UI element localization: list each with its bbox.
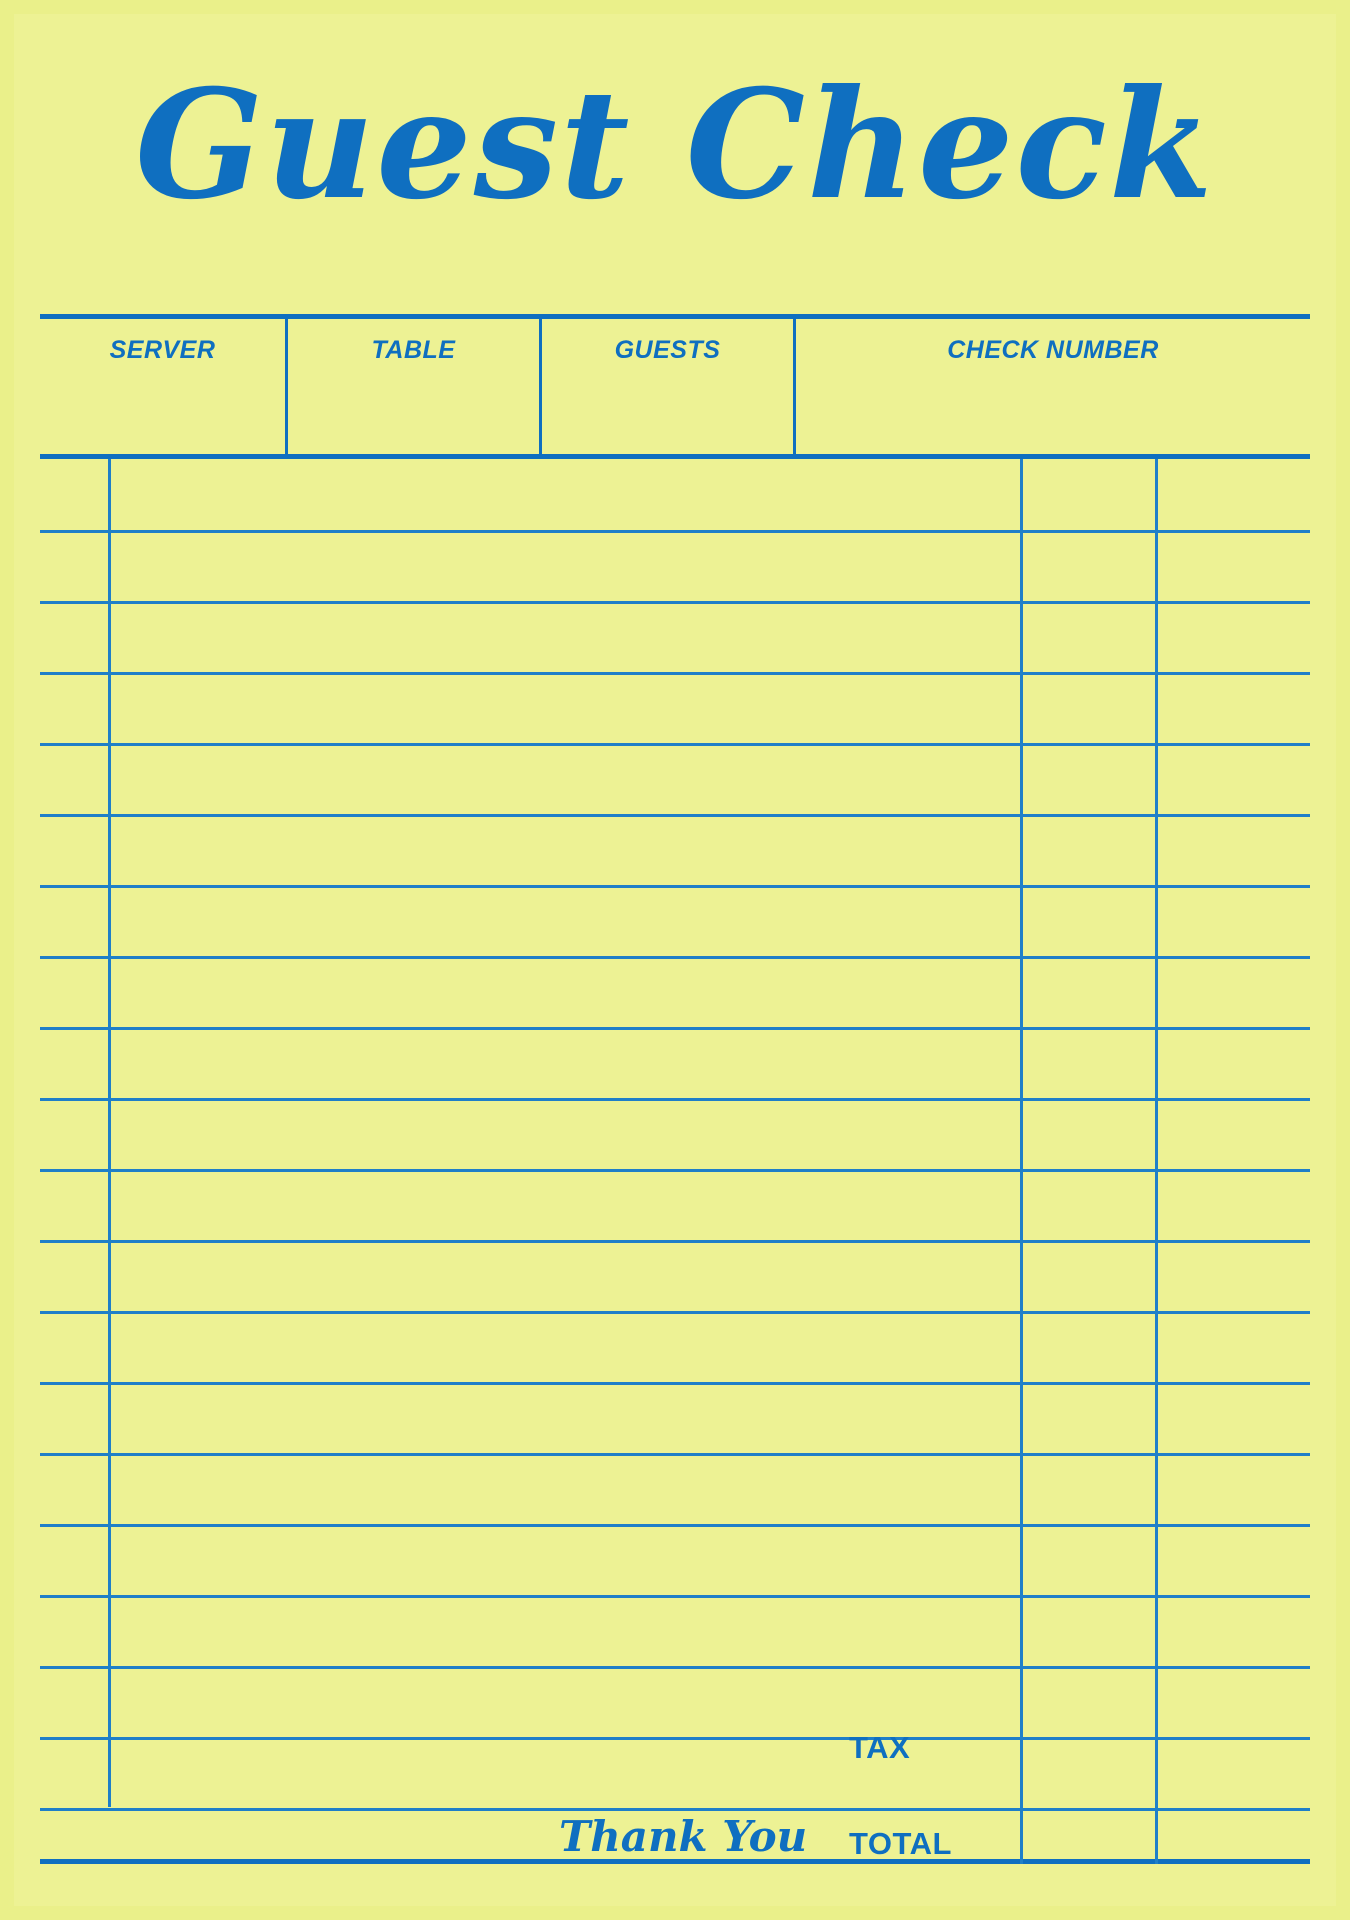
- page-title: Guest Check: [135, 57, 1215, 233]
- tax-row-divider: [40, 1808, 1310, 1811]
- item-row-divider: [40, 1098, 1310, 1101]
- item-row-divider: [40, 1666, 1310, 1669]
- tax-label: TAX: [849, 1730, 911, 1765]
- column-rule-cents: [1155, 459, 1158, 1864]
- item-row-divider: [40, 956, 1310, 959]
- item-row-divider: [40, 530, 1310, 533]
- header-field-guests[interactable]: [542, 319, 796, 454]
- item-row-divider: [40, 1240, 1310, 1243]
- item-row-divider: [40, 1453, 1310, 1456]
- thank-you-note: Thank You: [559, 1812, 808, 1861]
- item-row-divider: [40, 814, 1310, 817]
- item-row-divider: [40, 1595, 1310, 1598]
- item-row-divider: [40, 743, 1310, 746]
- header-label-check-number: CHECK NUMBER: [947, 336, 1159, 364]
- header-label-table: TABLE: [371, 336, 456, 364]
- item-row-divider: [40, 1169, 1310, 1172]
- item-row-divider: [40, 1382, 1310, 1385]
- header-field-server[interactable]: [40, 319, 288, 454]
- header-field-check-number[interactable]: [796, 319, 1310, 454]
- item-row-divider: [40, 1737, 1310, 1740]
- header-label-server: SERVER: [109, 336, 216, 364]
- item-row-divider: [40, 601, 1310, 604]
- item-row-divider: [40, 1311, 1310, 1314]
- column-rule-dollars: [1020, 459, 1023, 1864]
- column-rule-quantity: [108, 459, 111, 1807]
- item-row-divider: [40, 885, 1310, 888]
- header-label-guests: GUESTS: [614, 336, 721, 364]
- total-label: TOTAL: [849, 1826, 952, 1861]
- item-row-divider: [40, 1027, 1310, 1030]
- check-paper: [14, 14, 1336, 1906]
- header-field-table[interactable]: [288, 319, 542, 454]
- line-items-grid[interactable]: [40, 454, 1310, 1864]
- item-row-divider: [40, 672, 1310, 675]
- check-header-row: [40, 314, 1310, 454]
- item-row-divider: [40, 1524, 1310, 1527]
